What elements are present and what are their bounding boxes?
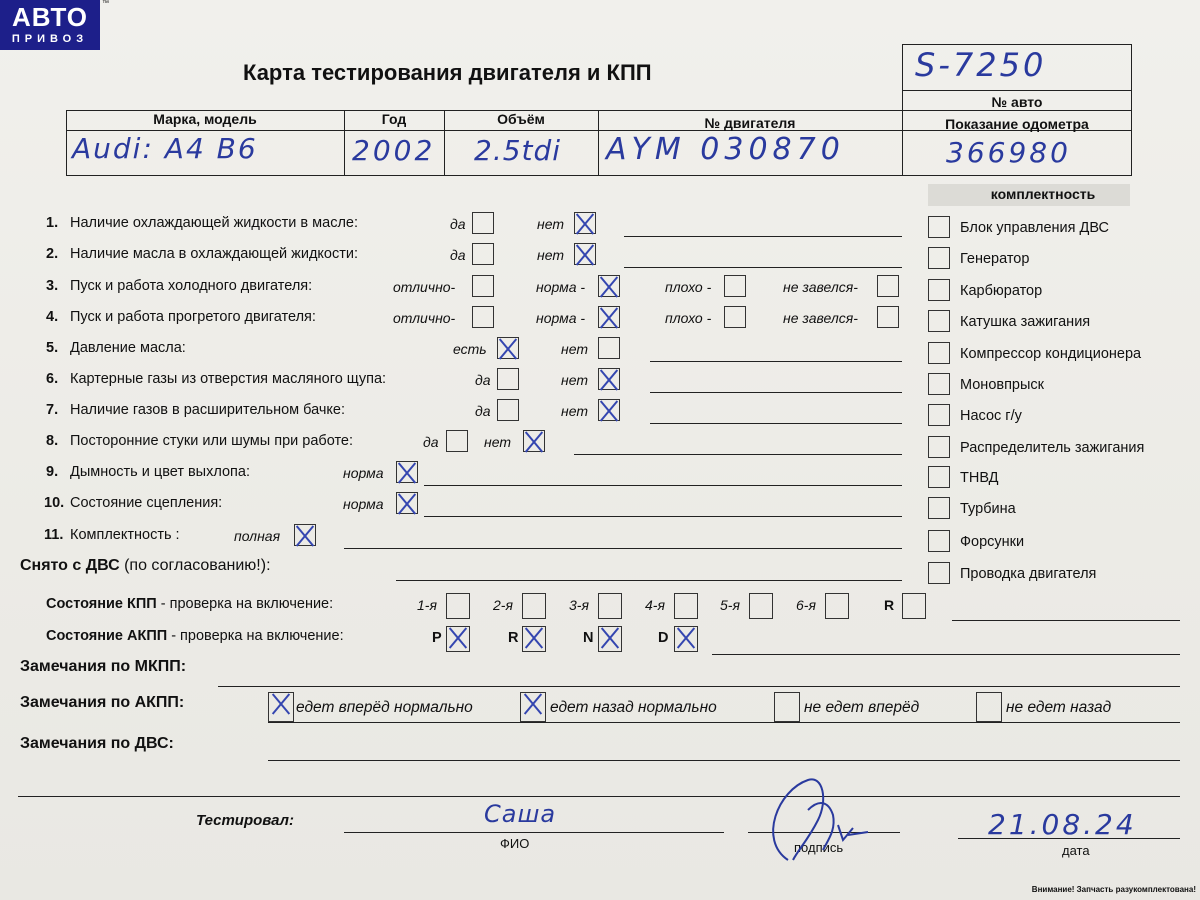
check-number: 11. xyxy=(44,527,64,543)
akpp-label-bold: Состояние АКПП xyxy=(46,628,168,644)
akpp-remark-label: едет назад нормально xyxy=(550,699,717,716)
check-label: Дымность и цвет выхлопа: xyxy=(70,464,250,480)
check-option-label: нет xyxy=(537,216,564,232)
check-option-label: норма xyxy=(343,465,384,481)
check-option-label: отлично- xyxy=(393,310,456,326)
check-number: 2. xyxy=(46,246,59,262)
check-option-checkbox[interactable] xyxy=(598,306,620,328)
answer-line xyxy=(424,516,902,517)
completeness-item-label: Катушка зажигания xyxy=(960,314,1091,330)
check-option-checkbox[interactable] xyxy=(877,275,899,297)
removed-label xyxy=(20,557,271,575)
check-number: 6. xyxy=(46,371,59,387)
kpp-gear-label: R xyxy=(884,597,895,613)
check-label: Наличие масла в охлаждающей жидкости: xyxy=(70,246,358,262)
check-option-label: норма xyxy=(343,496,384,512)
answer-line xyxy=(952,620,1180,621)
remarks-mkpp-label: Замечания по МКПП: xyxy=(20,658,187,675)
akpp-remark-checkbox[interactable] xyxy=(268,692,294,722)
date-value: 21.08.24 xyxy=(988,808,1137,841)
akpp-gear-label: N xyxy=(583,630,594,646)
check-option-label: норма - xyxy=(536,310,586,326)
check-number: 5. xyxy=(46,340,59,356)
check-option-checkbox[interactable] xyxy=(472,243,494,265)
check-option-label: плохо - xyxy=(665,279,712,295)
remarks-dvs-label: Замечания по ДВС: xyxy=(20,735,174,752)
removed-label-note: (по согласованию!): xyxy=(119,557,271,574)
kpp-label xyxy=(46,596,333,612)
auto-number-label: № авто xyxy=(991,94,1043,110)
check-option-checkbox[interactable] xyxy=(396,461,418,483)
year-value: 2002 xyxy=(352,134,436,167)
akpp-gear-checkbox[interactable] xyxy=(446,626,470,652)
completeness-checkbox[interactable] xyxy=(928,247,950,269)
completeness-checkbox[interactable] xyxy=(928,342,950,364)
akpp-remark-label: не едет вперёд xyxy=(804,699,920,716)
kpp-gear-label: 1-я xyxy=(417,597,437,613)
check-option-label: да xyxy=(475,372,491,388)
check-option-label: да xyxy=(475,403,491,419)
completeness-item-label: Блок управления ДВС xyxy=(960,220,1110,236)
check-option-checkbox[interactable] xyxy=(724,275,746,297)
completeness-item-label: Проводка двигателя xyxy=(960,566,1097,582)
answer-line xyxy=(218,686,1180,687)
check-option-label: полная xyxy=(234,528,281,544)
check-label: Наличие газов в расширительном бачке: xyxy=(70,402,346,418)
check-option-label: не завелся- xyxy=(783,310,858,326)
answer-line xyxy=(650,423,902,424)
check-option-label: есть xyxy=(453,341,487,357)
answer-line xyxy=(712,654,1180,655)
col-odometer-header: Показание одометра xyxy=(945,116,1089,132)
kpp-gear-checkbox[interactable] xyxy=(598,593,622,619)
answer-line xyxy=(424,485,902,486)
col-engine-header: № двигателя xyxy=(704,115,796,131)
check-option-checkbox[interactable] xyxy=(497,368,519,390)
check-option-checkbox[interactable] xyxy=(294,524,316,546)
check-number: 7. xyxy=(46,402,59,418)
kpp-label-rest: - проверка на включение: xyxy=(156,596,334,612)
check-label: Состояние сцепления: xyxy=(70,495,223,511)
remarks-akpp-label: Замечания по АКПП: xyxy=(20,694,185,711)
kpp-gear-checkbox[interactable] xyxy=(749,593,773,619)
col-model-header: Марка, модель xyxy=(153,111,257,127)
check-option-label: да xyxy=(450,216,466,232)
akpp-gear-label: D xyxy=(658,630,669,646)
fio-line xyxy=(344,832,724,833)
logo-line1: АВТО xyxy=(11,2,89,32)
tester-name: Саша xyxy=(484,800,557,828)
completeness-item-label: ТНВД xyxy=(960,470,999,486)
check-number: 9. xyxy=(46,464,59,480)
check-option-checkbox[interactable] xyxy=(497,399,519,421)
volume-value: 2.5tdi xyxy=(474,134,562,167)
check-number: 8. xyxy=(46,433,59,449)
check-option-checkbox[interactable] xyxy=(724,306,746,328)
answer-line xyxy=(18,796,1180,797)
akpp-label-rest: - проверка на включение: xyxy=(167,628,344,644)
footer-warning: Внимание! Запчасть разукомплектована! xyxy=(1031,885,1196,894)
check-option-label: да xyxy=(450,247,466,263)
answer-line xyxy=(574,454,902,455)
check-option-checkbox[interactable] xyxy=(472,275,494,297)
table-line xyxy=(902,90,1132,91)
akpp-label xyxy=(46,628,344,644)
check-label: Посторонние стуки или шумы при работе: xyxy=(70,433,354,449)
check-option-label: не завелся- xyxy=(783,279,858,295)
check-number: 1. xyxy=(46,215,59,231)
check-number: 3. xyxy=(46,278,59,294)
check-option-label: отлично- xyxy=(393,279,456,295)
table-line xyxy=(66,175,1132,176)
check-option-label: нет xyxy=(561,341,588,357)
akpp-gear-label: R xyxy=(508,630,519,646)
answer-line xyxy=(624,267,902,268)
akpp-remark-checkbox[interactable] xyxy=(976,692,1002,722)
completeness-checkbox[interactable] xyxy=(928,404,950,426)
check-option-checkbox[interactable] xyxy=(877,306,899,328)
check-option-checkbox[interactable] xyxy=(598,399,620,421)
completeness-item-label: Насос г/у xyxy=(960,408,1022,424)
answer-line xyxy=(268,760,1180,761)
check-option-label: плохо - xyxy=(665,310,712,326)
check-option-label: нет xyxy=(561,372,588,388)
completeness-item-label: Компрессор кондиционера xyxy=(960,346,1142,362)
check-label: Пуск и работа прогретого двигателя: xyxy=(70,309,316,325)
kpp-gear-checkbox[interactable] xyxy=(446,593,470,619)
akpp-remark-checkbox[interactable] xyxy=(520,692,546,722)
completeness-checkbox[interactable] xyxy=(928,216,950,238)
auto-number-value: S-7250 xyxy=(915,46,1047,84)
check-option-label: нет xyxy=(561,403,588,419)
answer-line xyxy=(344,548,902,549)
answer-line xyxy=(624,236,902,237)
completeness-checkbox[interactable] xyxy=(928,530,950,552)
avto-privoz-logo xyxy=(0,0,100,50)
check-option-checkbox[interactable] xyxy=(472,306,494,328)
answer-line xyxy=(650,361,902,362)
check-option-checkbox[interactable] xyxy=(446,430,468,452)
completeness-item-label: Форсунки xyxy=(960,534,1025,550)
model-value: Audi: A4 B6 xyxy=(72,132,258,165)
col-volume-header: Объём xyxy=(497,111,545,127)
check-option-checkbox[interactable] xyxy=(396,492,418,514)
akpp-remark-checkbox[interactable] xyxy=(774,692,800,722)
completeness-item-label: Карбюратор xyxy=(960,283,1043,299)
removed-label-bold: Снято с ДВС xyxy=(20,557,120,574)
completeness-item-label: Распределитель зажигания xyxy=(960,440,1145,456)
check-option-checkbox[interactable] xyxy=(598,337,620,359)
trademark: ™ xyxy=(102,0,109,7)
completeness-checkbox[interactable] xyxy=(928,562,950,584)
completeness-checkbox[interactable] xyxy=(928,279,950,301)
kpp-gear-checkbox[interactable] xyxy=(674,593,698,619)
signature-scribble xyxy=(748,770,878,880)
kpp-gear-label: 5-я xyxy=(720,597,740,613)
page-title: Карта тестирования двигателя и КПП xyxy=(243,60,652,85)
table-line xyxy=(902,44,1132,45)
fio-label: ФИО xyxy=(500,836,530,851)
akpp-remark-label: едет вперёд нормально xyxy=(296,699,473,716)
completeness-item-label: Генератор xyxy=(960,251,1030,267)
akpp-gear-label: P xyxy=(432,630,442,646)
check-option-checkbox[interactable] xyxy=(574,243,596,265)
check-option-label: норма - xyxy=(536,279,586,295)
completeness-title: комплектность xyxy=(990,186,1096,202)
completeness-checkbox[interactable] xyxy=(928,466,950,488)
check-label: Пуск и работа холодного двигателя: xyxy=(70,278,313,294)
completeness-checkbox[interactable] xyxy=(928,310,950,332)
signature-label: подпись xyxy=(794,840,844,855)
completeness-checkbox[interactable] xyxy=(928,497,950,519)
answer-line xyxy=(268,722,1180,723)
tested-label: Тестировал: xyxy=(196,812,294,829)
check-label: Наличие охлаждающей жидкости в масле: xyxy=(70,215,358,231)
col-year-header: Год xyxy=(381,111,407,127)
check-option-label: нет xyxy=(537,247,564,263)
check-label: Картерные газы из отверстия масляного щупа: xyxy=(70,371,387,387)
check-label: Комплектность : xyxy=(70,527,180,543)
kpp-label-bold: Состояние КПП xyxy=(46,596,157,612)
kpp-gear-checkbox[interactable] xyxy=(522,593,546,619)
check-option-label: нет xyxy=(484,434,511,450)
answer-line xyxy=(396,580,902,581)
akpp-gear-checkbox[interactable] xyxy=(522,626,546,652)
akpp-remark-label: не едет назад xyxy=(1006,699,1112,716)
kpp-gear-checkbox[interactable] xyxy=(902,593,926,619)
answer-line xyxy=(650,392,902,393)
akpp-gear-checkbox[interactable] xyxy=(674,626,698,652)
completeness-checkbox[interactable] xyxy=(928,373,950,395)
date-label: дата xyxy=(1062,843,1090,858)
check-number: 10. xyxy=(44,495,65,511)
check-option-checkbox[interactable] xyxy=(574,212,596,234)
check-option-checkbox[interactable] xyxy=(598,275,620,297)
check-option-checkbox[interactable] xyxy=(598,368,620,390)
logo-line2: ПРИВОЗ xyxy=(11,33,89,45)
check-option-label: да xyxy=(423,434,439,450)
completeness-checkbox[interactable] xyxy=(928,436,950,458)
akpp-gear-checkbox[interactable] xyxy=(598,626,622,652)
check-label: Давление масла: xyxy=(70,340,186,356)
odometer-value: 366980 xyxy=(946,136,1071,169)
completeness-item-label: Турбина xyxy=(960,501,1016,517)
check-option-checkbox[interactable] xyxy=(523,430,545,452)
kpp-gear-checkbox[interactable] xyxy=(825,593,849,619)
check-option-checkbox[interactable] xyxy=(472,212,494,234)
kpp-gear-label: 2-я xyxy=(493,597,513,613)
check-option-checkbox[interactable] xyxy=(497,337,519,359)
kpp-gear-label: 4-я xyxy=(645,597,665,613)
kpp-gear-label: 3-я xyxy=(569,597,589,613)
completeness-item-label: Моновпрыск xyxy=(960,377,1045,393)
engine-value: AYM 030870 xyxy=(606,132,845,167)
check-number: 4. xyxy=(46,309,59,325)
kpp-gear-label: 6-я xyxy=(796,597,816,613)
